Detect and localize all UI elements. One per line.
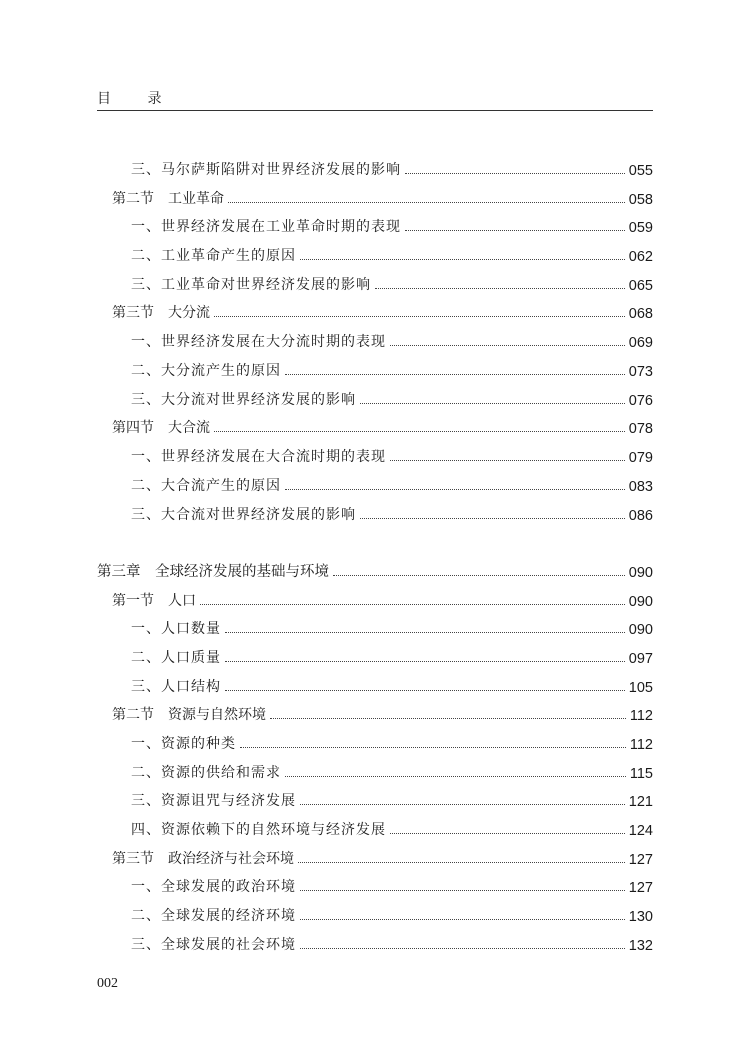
toc-entry-sub[interactable] xyxy=(131,270,653,294)
dot-leader xyxy=(285,489,625,490)
dot-leader xyxy=(300,890,625,891)
dot-leader xyxy=(333,575,625,576)
toc-entry-sub[interactable] xyxy=(131,758,653,782)
dot-leader xyxy=(300,919,625,920)
dot-leader xyxy=(228,202,625,203)
toc-entry-section[interactable] xyxy=(112,413,653,437)
toc-entry-title: 三、全球发展的社会环境 xyxy=(131,937,296,953)
toc-entry-title: 二、人口质量 xyxy=(131,650,221,666)
toc-entry-page: 090 xyxy=(628,622,653,638)
toc-entry-title: 三、人口结构 xyxy=(131,679,221,695)
toc-entry-sub[interactable] xyxy=(131,385,653,409)
toc-entry-title: 二、大合流产生的原因 xyxy=(131,478,281,494)
dot-leader xyxy=(200,604,625,605)
header-rule xyxy=(97,110,653,111)
header-title: 目 录 xyxy=(97,91,178,107)
toc-entry-chapter[interactable] xyxy=(97,557,653,581)
dot-leader xyxy=(225,632,625,633)
toc-entry-sub[interactable] xyxy=(131,614,653,638)
toc-entry-page: 112 xyxy=(629,708,653,724)
toc-entry-page: 065 xyxy=(628,278,653,294)
toc-entry-title: 一、世界经济发展在大分流时期的表现 xyxy=(131,334,386,350)
dot-leader xyxy=(225,661,625,662)
toc-entry-page: 090 xyxy=(628,565,653,581)
toc-entry-sub[interactable] xyxy=(131,155,653,179)
toc-entry-title: 二、大分流产生的原因 xyxy=(131,363,281,379)
toc-entry-title: 一、人口数量 xyxy=(131,621,221,637)
dot-leader xyxy=(360,518,625,519)
toc-entry-page: 121 xyxy=(628,794,653,810)
toc-entry-title: 一、世界经济发展在工业革命时期的表现 xyxy=(131,219,401,235)
toc-entry-page: 083 xyxy=(628,479,653,495)
dot-leader xyxy=(390,833,625,834)
toc-entry-sub[interactable] xyxy=(131,872,653,896)
toc-entry-title: 第四节 大合流 xyxy=(112,420,210,436)
dot-leader xyxy=(300,804,625,805)
dot-leader xyxy=(214,431,625,432)
toc-entry-sub[interactable] xyxy=(131,356,653,380)
toc-entry-sub[interactable] xyxy=(131,786,653,810)
dot-leader xyxy=(285,374,625,375)
toc-entry-sub[interactable] xyxy=(131,471,653,495)
toc-entry-title: 三、资源诅咒与经济发展 xyxy=(131,793,296,809)
toc-entry-page: 127 xyxy=(628,852,653,868)
toc-entry-title: 二、全球发展的经济环境 xyxy=(131,908,296,924)
toc-entry-section[interactable] xyxy=(112,586,653,610)
toc-entry-page: 069 xyxy=(628,335,653,351)
toc-entry-page: 073 xyxy=(628,364,653,380)
toc-entry-page: 068 xyxy=(628,306,653,322)
toc-entry-title: 二、工业革命产生的原因 xyxy=(131,248,296,264)
toc-entry-sub[interactable] xyxy=(131,442,653,466)
toc-entry-page: 062 xyxy=(628,249,653,265)
toc-entry-page: 055 xyxy=(628,163,653,179)
dot-leader xyxy=(240,747,626,748)
toc-entry-page: 132 xyxy=(628,938,653,954)
toc-entry-title: 第二节 工业革命 xyxy=(112,191,224,207)
toc-entry-page: 076 xyxy=(628,393,653,409)
toc-entry-section[interactable] xyxy=(112,298,653,322)
toc-entry-sub[interactable] xyxy=(131,729,653,753)
toc-entry-sub[interactable] xyxy=(131,500,653,524)
dot-leader xyxy=(405,230,625,231)
dot-leader xyxy=(214,316,625,317)
toc-entry-page: 105 xyxy=(628,680,653,696)
toc-entry-title: 三、工业革命对世界经济发展的影响 xyxy=(131,277,371,293)
toc-entry-title: 三、马尔萨斯陷阱对世界经济发展的影响 xyxy=(131,162,401,178)
toc-entry-page: 086 xyxy=(628,508,653,524)
toc-entry-title: 第一节 人口 xyxy=(112,593,196,609)
toc-entry-title: 四、资源依赖下的自然环境与经济发展 xyxy=(131,822,386,838)
toc-entry-sub[interactable] xyxy=(131,901,653,925)
running-header xyxy=(97,88,653,110)
toc-entry-page: 090 xyxy=(628,594,653,610)
toc-entry-section[interactable] xyxy=(112,700,653,724)
dot-leader xyxy=(300,259,625,260)
dot-leader xyxy=(225,690,625,691)
toc-entry-page: 059 xyxy=(628,220,653,236)
toc-entry-sub[interactable] xyxy=(131,815,653,839)
dot-leader xyxy=(360,403,625,404)
toc-entry-sub[interactable] xyxy=(131,327,653,351)
dot-leader xyxy=(285,776,626,777)
toc-entry-page: 112 xyxy=(629,737,653,753)
toc-entry-page: 078 xyxy=(628,421,653,437)
toc-entry-page: 097 xyxy=(628,651,653,667)
toc-entry-sub[interactable] xyxy=(131,212,653,236)
dot-leader xyxy=(298,862,625,863)
toc-entry-title: 一、世界经济发展在大合流时期的表现 xyxy=(131,449,386,465)
toc-entry-title: 一、资源的种类 xyxy=(131,736,236,752)
toc-entry-page: 058 xyxy=(628,192,653,208)
toc-entry-section[interactable] xyxy=(112,844,653,868)
toc-entry-sub[interactable] xyxy=(131,672,653,696)
toc-entry-sub[interactable] xyxy=(131,643,653,667)
toc-entry-title: 第三节 大分流 xyxy=(112,305,210,321)
toc-entry-title: 一、全球发展的政治环境 xyxy=(131,879,296,895)
page-number: 002 xyxy=(97,976,118,991)
toc-entry-page: 127 xyxy=(628,880,653,896)
toc-entry-title: 三、大合流对世界经济发展的影响 xyxy=(131,507,356,523)
dot-leader xyxy=(270,718,626,719)
toc-entry-title: 第三节 政治经济与社会环境 xyxy=(112,851,294,867)
toc-entry-page: 130 xyxy=(628,909,653,925)
dot-leader xyxy=(375,288,625,289)
dot-leader xyxy=(390,460,625,461)
toc-entry-page: 124 xyxy=(628,823,653,839)
toc-entry-sub[interactable] xyxy=(131,930,653,954)
toc-entry-title: 二、资源的供给和需求 xyxy=(131,765,281,781)
toc-entry-sub[interactable] xyxy=(131,241,653,265)
dot-leader xyxy=(390,345,625,346)
toc-entry-section[interactable] xyxy=(112,184,653,208)
toc-entry-page: 115 xyxy=(629,766,653,782)
toc-entry-title: 第二节 资源与自然环境 xyxy=(112,707,266,723)
toc-entry-page: 079 xyxy=(628,450,653,466)
toc-entry-title: 三、大分流对世界经济发展的影响 xyxy=(131,392,356,408)
dot-leader xyxy=(300,948,625,949)
toc-entry-title: 第三章 全球经济发展的基础与环境 xyxy=(97,564,329,580)
dot-leader xyxy=(405,173,625,174)
